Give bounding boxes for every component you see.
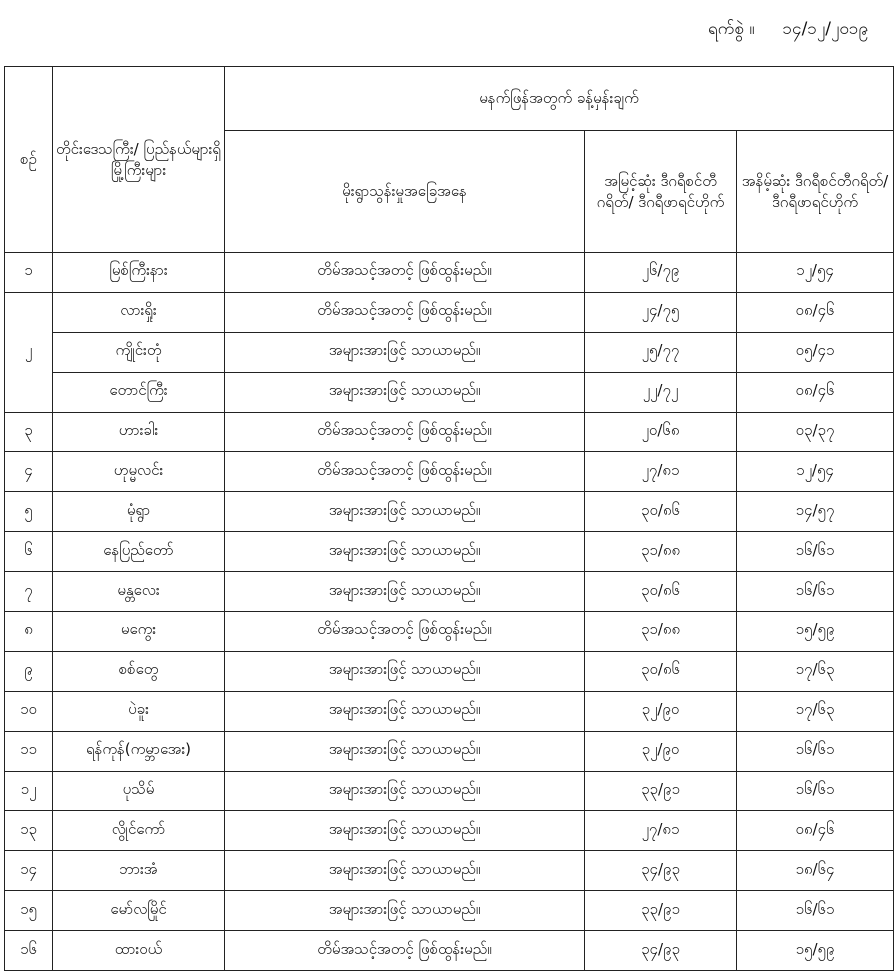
cell-town: မုံရွာ [53, 492, 225, 532]
header-forecast-group: မနက်ဖြန်အတွက် ခန့်မှန်းချက် [225, 67, 894, 131]
table-row [5, 452, 894, 492]
table-row [5, 771, 894, 811]
table-row [5, 492, 894, 532]
table-row [5, 572, 894, 612]
header-max-temp: အမြင့်ဆုံး ဒီဂရီစင်တီဂရိတ်/ ဒီဂရီဖာရင်ဟိုက် [585, 131, 737, 253]
cell-max: ၂၇/၈၁ [585, 811, 737, 851]
cell-town: မြစ်ကြီးနား [53, 253, 225, 293]
cell-max: ၂၆/၇၉ [585, 253, 737, 293]
cell-town: ဘားအံ [53, 851, 225, 891]
header-town: တိုင်းဒေသကြီး/ ပြည်နယ်များရှိ မြို့ကြီးများ [53, 67, 225, 253]
table-row [5, 253, 894, 293]
cell-no: ၄ [5, 452, 53, 492]
cell-max: ၃၃/၉၁ [585, 891, 737, 931]
header-serial-no: စဉ် [5, 67, 53, 253]
cell-max: ၃၀/၈၆ [585, 572, 737, 612]
cell-condition: တိမ်အသင့်အတင့် ဖြစ်ထွန်းမည်။ [225, 612, 585, 652]
table-row [5, 332, 894, 372]
cell-town: မော်လမြိုင် [53, 891, 225, 931]
cell-town: လားရှိုး [53, 292, 225, 332]
cell-condition: တိမ်အသင့်အတင့် ဖြစ်ထွန်းမည်။ [225, 292, 585, 332]
date-value: ၁၄/၁၂/၂၀၁၉ [782, 19, 868, 39]
cell-max: ၂၇/၈၁ [585, 452, 737, 492]
header-min-temp: အနိမ့်ဆုံး ဒီဂရီစင်တီဂရိတ်/ ဒီဂရီဖာရင်ဟိုက် [737, 131, 894, 253]
cell-condition: အများအားဖြင့် သာယာမည်။ [225, 492, 585, 532]
cell-min: ၁၇/၆၃ [737, 691, 894, 731]
cell-min: ၁၂/၅၄ [737, 452, 894, 492]
cell-min: ၁၆/၆၁ [737, 731, 894, 771]
cell-no: ၇ [5, 572, 53, 612]
cell-min: ၁၈/၆၄ [737, 851, 894, 891]
table-row [5, 691, 894, 731]
table-row [5, 851, 894, 891]
cell-condition: အများအားဖြင့် သာယာမည်။ [225, 532, 585, 572]
cell-max: ၃၄/၉၃ [585, 931, 737, 971]
cell-max: ၂၅/၇၇ [585, 332, 737, 372]
cell-no: ၅ [5, 492, 53, 532]
cell-max: ၃၀/၈၆ [585, 492, 737, 532]
cell-no: ၉ [5, 651, 53, 691]
cell-condition: အများအားဖြင့် သာယာမည်။ [225, 572, 585, 612]
cell-no: ၁၆ [5, 931, 53, 971]
cell-no: ၁၃ [5, 811, 53, 851]
cell-min: ၁၆/၆၁ [737, 532, 894, 572]
cell-max: ၃၁/၈၈ [585, 532, 737, 572]
cell-no: ၃ [5, 412, 53, 452]
cell-no: ၈ [5, 612, 53, 652]
cell-town: ပဲခူး [53, 691, 225, 731]
cell-min: ၁၇/၆၃ [737, 651, 894, 691]
cell-min: ၁၆/၆၁ [737, 572, 894, 612]
cell-min: ၀၈/၄၆ [737, 811, 894, 851]
cell-min: ၁၂/၅၄ [737, 253, 894, 293]
table-row [5, 731, 894, 771]
table-row [5, 891, 894, 931]
cell-condition: အများအားဖြင့် သာယာမည်။ [225, 891, 585, 931]
cell-no: ၆ [5, 532, 53, 572]
table-row [5, 612, 894, 652]
cell-condition: အများအားဖြင့် သာယာမည်။ [225, 332, 585, 372]
cell-condition: တိမ်အသင့်အတင့် ဖြစ်ထွန်းမည်။ [225, 412, 585, 452]
cell-town: ထားဝယ် [53, 931, 225, 971]
cell-town: လွိုင်ကော် [53, 811, 225, 851]
table-row [5, 532, 894, 572]
table-row [5, 931, 894, 971]
cell-condition: တိမ်အသင့်အတင့် ဖြစ်ထွန်းမည်။ [225, 931, 585, 971]
cell-condition: တိမ်အသင့်အတင့် ဖြစ်ထွန်းမည်။ [225, 253, 585, 293]
table-row [5, 372, 894, 412]
cell-no: ၂ [5, 292, 53, 412]
cell-min: ၀၈/၄၆ [737, 292, 894, 332]
cell-no: ၁၄ [5, 851, 53, 891]
cell-no: ၁၁ [5, 731, 53, 771]
cell-min: ၁၆/၆၁ [737, 771, 894, 811]
cell-town: စစ်တွေ [53, 651, 225, 691]
cell-min: ၁၅/၅၉ [737, 612, 894, 652]
cell-max: ၂၂/၇၂ [585, 372, 737, 412]
cell-no: ၁၀ [5, 691, 53, 731]
cell-condition: အများအားဖြင့် သာယာမည်။ [225, 731, 585, 771]
cell-town: ဟုမ္မလင်း [53, 452, 225, 492]
cell-condition: အများအားဖြင့် သာယာမည်။ [225, 691, 585, 731]
table-row [5, 811, 894, 851]
table-row [5, 412, 894, 452]
cell-town: မကွေး [53, 612, 225, 652]
cell-town: ရန်ကုန်(ကမ္ဘာအေး) [53, 731, 225, 771]
cell-town: နေပြည်တော် [53, 532, 225, 572]
cell-condition: အများအားဖြင့် သာယာမည်။ [225, 771, 585, 811]
cell-no: ၁၅ [5, 891, 53, 931]
date-line [708, 18, 868, 43]
cell-town: ပုသိမ် [53, 771, 225, 811]
table-row [5, 292, 894, 332]
table-row [5, 651, 894, 691]
cell-min: ၁၅/၅၉ [737, 931, 894, 971]
cell-min: ၁၄/၅၇ [737, 492, 894, 532]
cell-max: ၂၄/၇၅ [585, 292, 737, 332]
cell-max: ၃၃/၉၁ [585, 771, 737, 811]
cell-max: ၃၂/၉၀ [585, 691, 737, 731]
cell-condition: အများအားဖြင့် သာယာမည်။ [225, 372, 585, 412]
cell-max: ၃၂/၉၀ [585, 731, 737, 771]
cell-max: ၃၄/၉၃ [585, 851, 737, 891]
forecast-table [4, 66, 894, 971]
cell-min: ၀၅/၄၁ [737, 332, 894, 372]
cell-min: ၁၆/၆၁ [737, 891, 894, 931]
cell-condition: အများအားဖြင့် သာယာမည်။ [225, 811, 585, 851]
cell-no: ၁၂ [5, 771, 53, 811]
cell-town: မန္တလေး [53, 572, 225, 612]
cell-no: ၁ [5, 253, 53, 293]
cell-town: တောင်ကြီး [53, 372, 225, 412]
date-label: ရက်စွဲ ။ [707, 19, 755, 39]
cell-condition: အများအားဖြင့် သာယာမည်။ [225, 651, 585, 691]
cell-max: ၂၀/၆၈ [585, 412, 737, 452]
cell-town: ကျိုင်းတုံ [53, 332, 225, 372]
cell-min: ၀၈/၄၆ [737, 372, 894, 412]
cell-min: ၀၃/၃၇ [737, 412, 894, 452]
header-rain-condition: မိုးရွာသွန်းမှုအခြေအနေ [225, 131, 585, 253]
cell-condition: တိမ်အသင့်အတင့် ဖြစ်ထွန်းမည်။ [225, 452, 585, 492]
cell-max: ၃၀/၈၆ [585, 651, 737, 691]
cell-max: ၃၁/၈၈ [585, 612, 737, 652]
cell-condition: အများအားဖြင့် သာယာမည်။ [225, 851, 585, 891]
cell-town: ဟားခါး [53, 412, 225, 452]
